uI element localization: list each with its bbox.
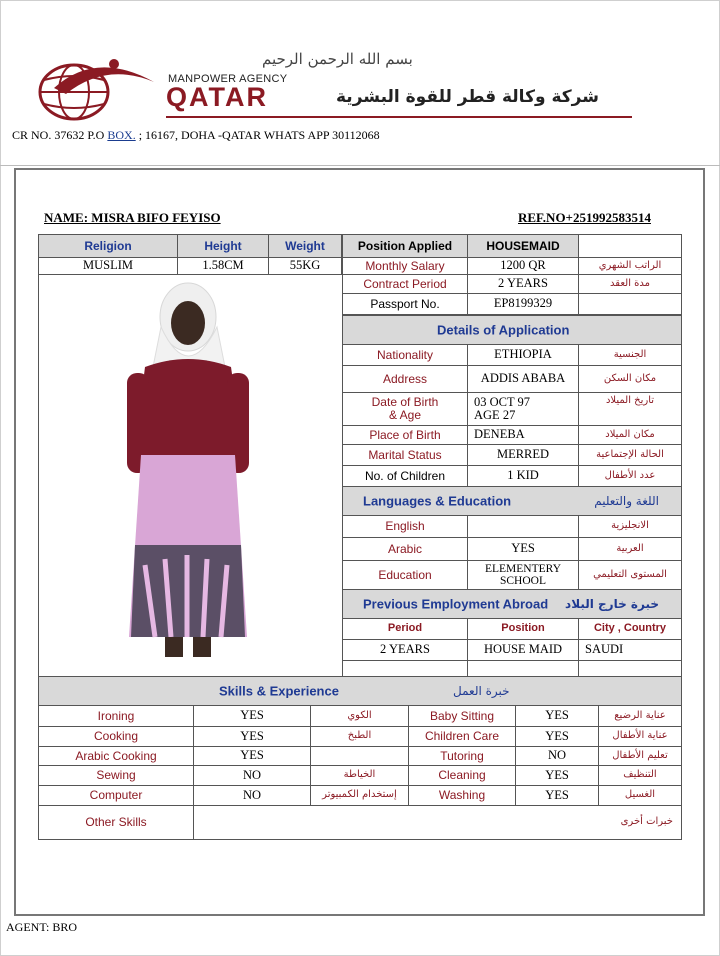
candidate-name: NAME: MISRA BIFO FEYISO bbox=[44, 210, 221, 225]
position-ar-blank bbox=[578, 234, 682, 258]
right-skill-label: Baby Sitting bbox=[408, 705, 516, 727]
agency-arabic-name: شركة وكالة قطر للقوة البشرية bbox=[336, 87, 599, 107]
marital-status-ar: الحالة الإجتماعية bbox=[578, 444, 682, 466]
employment-blank-1 bbox=[342, 660, 468, 677]
basmala-calligraphy: بسم الله الرحمن الرحيم bbox=[262, 50, 413, 68]
right-skill-ar: عناية الأطفال bbox=[598, 726, 682, 747]
dob-value: 03 OCT 97 AGE 27 bbox=[467, 392, 579, 426]
contract-period-label: Contract Period bbox=[342, 274, 468, 294]
right-skill-value: YES bbox=[515, 785, 599, 806]
left-skill-ar: الخياطة bbox=[310, 765, 409, 786]
employment-blank-2 bbox=[467, 660, 579, 677]
weight-header: Weight bbox=[268, 234, 342, 258]
place-of-birth-value: DENEBA bbox=[467, 425, 579, 445]
skills-section-header bbox=[38, 676, 682, 706]
employment-city-value: SAUDI bbox=[578, 639, 682, 661]
height-header: Height bbox=[177, 234, 269, 258]
details-title: Details of Application bbox=[437, 322, 570, 338]
place-of-birth-label: Place of Birth bbox=[342, 425, 468, 445]
position-applied-label: Position Applied bbox=[342, 234, 468, 258]
candidate-photo bbox=[75, 275, 299, 673]
cr-prefix: CR NO. 37632 P.O bbox=[12, 128, 108, 142]
education-ar: المستوى التعليمي bbox=[578, 560, 682, 590]
weight-value: 55KG bbox=[268, 257, 342, 275]
left-skill-value: YES bbox=[193, 746, 311, 766]
letterhead bbox=[0, 0, 720, 166]
nationality-value: ETHIOPIA bbox=[467, 344, 579, 366]
employment-period-value: 2 YEARS bbox=[342, 639, 468, 661]
right-skill-ar: الغسيل bbox=[598, 785, 682, 806]
address-label: Address bbox=[342, 365, 468, 393]
right-skill-value: YES bbox=[515, 765, 599, 786]
nationality-label: Nationality bbox=[342, 344, 468, 366]
dob-ar: تاريخ الميلاد bbox=[578, 392, 682, 426]
left-skill-label: Computer bbox=[38, 785, 194, 806]
employment-section-header bbox=[342, 589, 682, 619]
arabic-value: YES bbox=[467, 537, 579, 561]
employment-title: Previous Employment Abroad bbox=[363, 596, 549, 612]
right-skill-label: Children Care bbox=[408, 726, 516, 747]
passport-ar bbox=[578, 293, 682, 315]
right-skill-ar: التنظيف bbox=[598, 765, 682, 786]
english-label: English bbox=[342, 515, 468, 538]
children-label: No. of Children bbox=[342, 465, 468, 487]
city-country-header: City , Country bbox=[578, 618, 682, 640]
employment-position-value: HOUSE MAID bbox=[467, 639, 579, 661]
children-value: 1 KID bbox=[467, 465, 579, 487]
passport-value: EP8199329 bbox=[467, 293, 579, 315]
skills-title: Skills & Experience bbox=[219, 683, 339, 699]
left-skill-label: Ironing bbox=[38, 705, 194, 727]
children-ar: عدد الأطفال bbox=[578, 465, 682, 487]
passport-label: Passport No. bbox=[342, 293, 468, 315]
dob-label: Date of Birth & Age bbox=[342, 392, 468, 426]
left-skill-value: NO bbox=[193, 785, 311, 806]
education-value: ELEMENTERY SCHOOL bbox=[467, 560, 579, 590]
other-skills-ar: خبرات أخرى bbox=[620, 816, 673, 828]
monthly-salary-ar: الراتب الشهري bbox=[578, 257, 682, 275]
religion-value: MUSLIM bbox=[38, 257, 178, 275]
english-value bbox=[467, 515, 579, 538]
languages-section-header bbox=[342, 486, 682, 516]
left-skill-ar: الكوي bbox=[310, 705, 409, 727]
right-skill-ar: عناية الرضيع bbox=[598, 705, 682, 727]
other-skills-value bbox=[193, 805, 682, 840]
skills-title-ar: خبرة العمل bbox=[453, 684, 510, 698]
reference-number: REF.NO+251992583514 bbox=[518, 210, 651, 225]
header-divider bbox=[166, 116, 632, 118]
employment-blank-3 bbox=[578, 660, 682, 677]
left-skill-label: Arabic Cooking bbox=[38, 746, 194, 766]
right-skill-ar: تعليم الأطفال bbox=[598, 746, 682, 766]
right-skill-value: NO bbox=[515, 746, 599, 766]
details-section-header bbox=[342, 315, 682, 345]
cr-suffix: ; 16167, DOHA -QATAR WHATS APP 30112068 bbox=[135, 128, 380, 142]
marital-status-label: Marital Status bbox=[342, 444, 468, 466]
right-skill-value: YES bbox=[515, 726, 599, 747]
globe-logo-icon bbox=[36, 58, 161, 122]
left-skill-ar bbox=[310, 746, 409, 766]
nationality-ar: الجنسية bbox=[578, 344, 682, 366]
height-value: 1.58CM bbox=[177, 257, 269, 275]
monthly-salary-label: Monthly Salary bbox=[342, 257, 468, 275]
agency-title: QATAR bbox=[166, 82, 268, 112]
left-skill-value: YES bbox=[193, 705, 311, 727]
header-separator bbox=[0, 165, 720, 166]
english-ar: الانجليزية bbox=[578, 515, 682, 538]
agency-subtitle: MANPOWER AGENCY bbox=[168, 73, 288, 85]
religion-header: Religion bbox=[38, 234, 178, 258]
contract-period-value: 2 YEARS bbox=[467, 274, 579, 294]
position-applied-value: HOUSEMAID bbox=[467, 234, 579, 258]
right-skill-value: YES bbox=[515, 705, 599, 727]
place-of-birth-ar: مكان الميلاد bbox=[578, 425, 682, 445]
arabic-ar: العربية bbox=[578, 537, 682, 561]
address-value: ADDIS ABABA bbox=[467, 365, 579, 393]
other-skills-label: Other Skills bbox=[38, 805, 194, 840]
left-skill-label: Cooking bbox=[38, 726, 194, 747]
contract-period-ar: مدة العقد bbox=[578, 274, 682, 294]
right-skill-label: Cleaning bbox=[408, 765, 516, 786]
monthly-salary-value: 1200 QR bbox=[467, 257, 579, 275]
position-header: Position bbox=[467, 618, 579, 640]
languages-title: Languages & Education bbox=[363, 493, 512, 509]
right-skill-label: Tutoring bbox=[408, 746, 516, 766]
period-header: Period bbox=[342, 618, 468, 640]
left-skill-value: YES bbox=[193, 726, 311, 747]
address-ar: مكان السكن bbox=[578, 365, 682, 393]
marital-status-value: MERRED bbox=[467, 444, 579, 466]
left-skill-ar: إستخدام الكمبيوتر bbox=[310, 785, 409, 806]
left-skill-label: Sewing bbox=[38, 765, 194, 786]
employment-title-ar: خبرة خارج البلاد bbox=[565, 597, 659, 611]
agent-label: AGENT: BRO bbox=[6, 920, 78, 934]
right-skill-label: Washing bbox=[408, 785, 516, 806]
languages-title-ar: اللغة والتعليم bbox=[594, 494, 659, 508]
left-skill-value: NO bbox=[193, 765, 311, 786]
cr-box-link: BOX. bbox=[107, 128, 136, 142]
arabic-label: Arabic bbox=[342, 537, 468, 561]
left-skill-ar: الطبخ bbox=[310, 726, 409, 747]
education-label: Education bbox=[342, 560, 468, 590]
company-registration bbox=[12, 128, 380, 143]
